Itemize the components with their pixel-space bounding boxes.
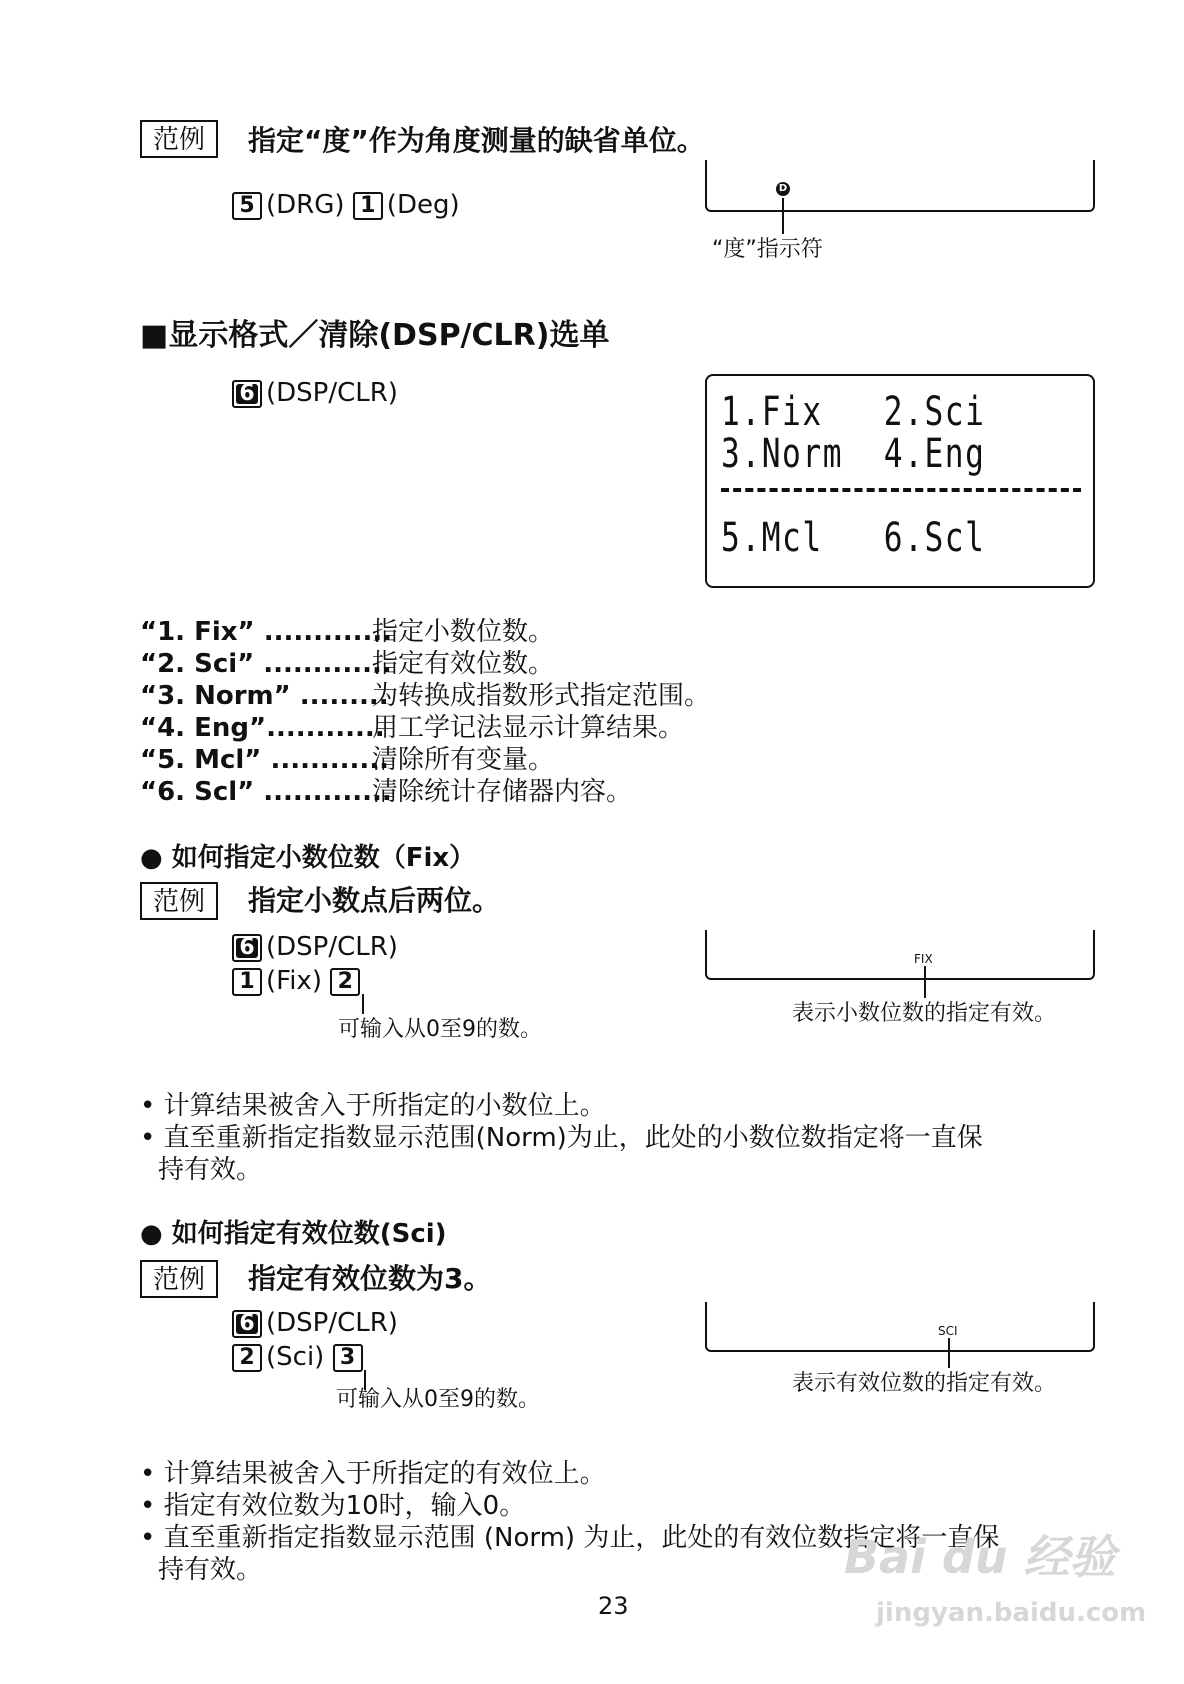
lcd-line-2: 3.Norm 4.Eng (721, 431, 986, 477)
page-number: 23 (598, 1592, 629, 1620)
example-text: 指定“度”作为角度测量的缺省单位。 (248, 124, 705, 157)
menu-item: “1. Fix” .............指定小数位数。 (140, 617, 555, 647)
pointer-line (362, 994, 364, 1014)
sci-indicator: SCI (938, 1324, 958, 1338)
lcd-line-3: 5.Mcl 6.Scl (721, 515, 986, 561)
key-label: (Sci) (266, 1342, 325, 1372)
key-1: 1 (353, 192, 383, 220)
key-sequence (232, 188, 460, 222)
watermark-url: jingyan.baidu.com (876, 1598, 1147, 1628)
example-label: 范例 (140, 882, 218, 920)
lcd-screen (705, 374, 1095, 588)
key-sequence (232, 1340, 367, 1374)
key-sequence (232, 930, 398, 964)
key-5: 5 (232, 192, 262, 220)
lcd-line-1: 1.Fix 2.Sci (721, 389, 986, 435)
menu-item: “4. Eng”............用工学记法显示计算结果。 (140, 713, 685, 743)
note: 持有效。 (158, 1155, 263, 1185)
key-3: 3 (333, 1344, 363, 1372)
section-heading: ■显示格式／清除(DSP/CLR)选单 (140, 318, 610, 353)
menu-item: “6. Scl” .............清除统计存储器内容。 (140, 777, 633, 807)
menu-item: “2. Sci” .............指定有效位数。 (140, 649, 555, 679)
fix-indicator: FIX (914, 952, 933, 966)
display-screen (705, 930, 1095, 980)
display-screen (705, 1302, 1095, 1352)
pointer-line (782, 198, 784, 234)
indicator-caption: 表示小数位数的指定有效。 (792, 1001, 1057, 1026)
note: 持有效。 (158, 1555, 263, 1585)
pointer-line (948, 1338, 950, 1368)
key-2: 2 (330, 968, 360, 996)
key-label: (Fix) (266, 966, 322, 996)
example-label: 范例 (140, 1260, 218, 1298)
input-note: 可输入从0至9的数。 (336, 1387, 540, 1412)
key-sequence (232, 1306, 398, 1340)
note: • 计算结果被舍入于所指定的有效位上。 (140, 1459, 606, 1489)
example-text: 指定有效位数为3。 (248, 1262, 492, 1295)
key-2: 2 (232, 1344, 262, 1372)
pointer-line (924, 966, 926, 998)
key-label: (DSP/CLR) (266, 378, 398, 408)
note: • 计算结果被舍入于所指定的小数位上。 (140, 1091, 606, 1121)
note: • 直至重新指定指数显示范围 (Norm) 为止，此处的有效位数指定将一直保 (140, 1523, 1000, 1553)
key-label: (DSP/CLR) (266, 1308, 398, 1338)
indicator-caption: “度”指示符 (712, 237, 823, 262)
indicator-caption: 表示有效位数的指定有效。 (792, 1371, 1057, 1396)
key-6: 6 (232, 1310, 262, 1338)
key-sequence (232, 964, 364, 998)
sub-heading: ● 如何指定有效位数(Sci) (140, 1219, 447, 1249)
key-1: 1 (232, 968, 262, 996)
menu-item: “3. Norm” .........为转换成指数形式指定范围。 (140, 681, 711, 711)
key-label: (Deg) (386, 190, 460, 220)
example-text: 指定小数点后两位。 (248, 884, 501, 917)
note: • 直至重新指定指数显示范围(Norm)为止，此处的小数位数指定将一直保 (140, 1123, 983, 1153)
note: • 指定有效位数为10时，输入0。 (140, 1491, 526, 1521)
key-label: (DSP/CLR) (266, 932, 398, 962)
sub-heading: ● 如何指定小数位数（Fix） (140, 843, 476, 873)
input-note: 可输入从0至9的数。 (338, 1017, 542, 1042)
lcd-divider (721, 488, 1081, 492)
example-label: 范例 (140, 120, 218, 158)
display-screen (705, 160, 1095, 212)
watermark-logo: Bai du 经验 (844, 1530, 1116, 1584)
key-label: (DRG) (266, 190, 345, 220)
menu-item: “5. Mcl” ............清除所有变量。 (140, 745, 555, 775)
degree-indicator-icon: D (776, 182, 790, 196)
key-6: 6 (232, 934, 262, 962)
key-sequence (232, 376, 398, 410)
key-6: 6 (232, 380, 262, 408)
